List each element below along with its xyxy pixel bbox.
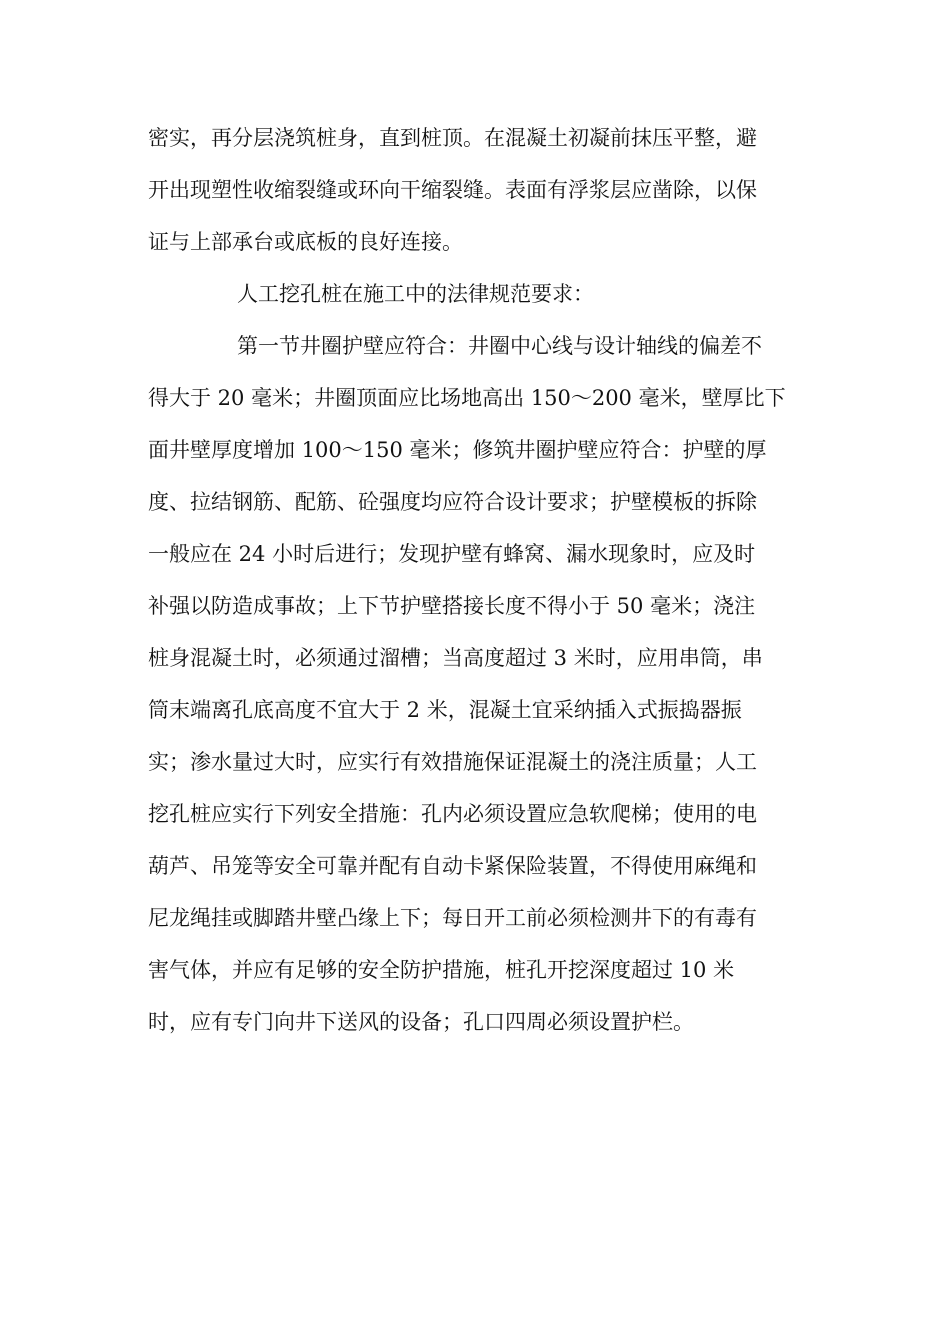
text-line-3: 证与上部承台或底板的良好连接。 xyxy=(148,230,463,254)
text-line-5: 第一节井圈护壁应符合：井圈中心线与设计轴线的偏差不 xyxy=(237,334,762,358)
text-line-9: 一般应在 24 小时后进行；发现护壁有蜂窝、漏水现象时，应及时 xyxy=(148,542,756,566)
text-line-8: 度、拉结钢筋、配筋、砼强度均应符合设计要求；护壁模板的拆除 xyxy=(148,490,757,514)
text-line-15: 葫芦、吊笼等安全可靠并配有自动卡紧保险装置，不得使用麻绳和 xyxy=(148,854,757,878)
text-line-2: 开出现塑性收缩裂缝或环向干缩裂缝。表面有浮浆层应凿除，以保 xyxy=(148,178,757,202)
text-line-7: 面井壁厚度增加 100～150 毫米；修筑井圈护壁应符合：护壁的厚 xyxy=(148,438,767,462)
text-line-11: 桩身混凝土时，必须通过溜槽；当高度超过 3 米时，应用串筒，串 xyxy=(148,646,763,670)
text-line-18: 时，应有专门向井下送风的设备；孔口四周必须设置护栏。 xyxy=(148,1010,694,1034)
text-line-10: 补强以防造成事故；上下节护壁搭接长度不得小于 50 毫米；浇注 xyxy=(148,594,756,618)
text-line-6: 得大于 20 毫米；井圈顶面应比场地高出 150～200 毫米，壁厚比下 xyxy=(148,386,786,410)
body-text xyxy=(148,112,808,1048)
text-line-17: 害气体，并应有足够的安全防护措施，桩孔开挖深度超过 10 米 xyxy=(148,958,735,982)
text-line-1: 密实，再分层浇筑桩身，直到桩顶。在混凝土初凝前抹压平整，避 xyxy=(148,126,757,150)
text-line-14: 挖孔桩应实行下列安全措施：孔内必须设置应急软爬梯；使用的电 xyxy=(148,802,757,826)
text-line-16: 尼龙绳挂或脚踏井壁凸缘上下；每日开工前必须检测井下的有毒有 xyxy=(148,906,757,930)
text-line-13: 实；渗水量过大时，应实行有效措施保证混凝土的浇注质量；人工 xyxy=(148,750,757,774)
text-line-12: 筒末端离孔底高度不宜大于 2 米，混凝土宜采纳插入式振捣器振 xyxy=(148,698,742,722)
section-heading: 人工挖孔桩在施工中的法律规范要求： xyxy=(237,282,594,306)
